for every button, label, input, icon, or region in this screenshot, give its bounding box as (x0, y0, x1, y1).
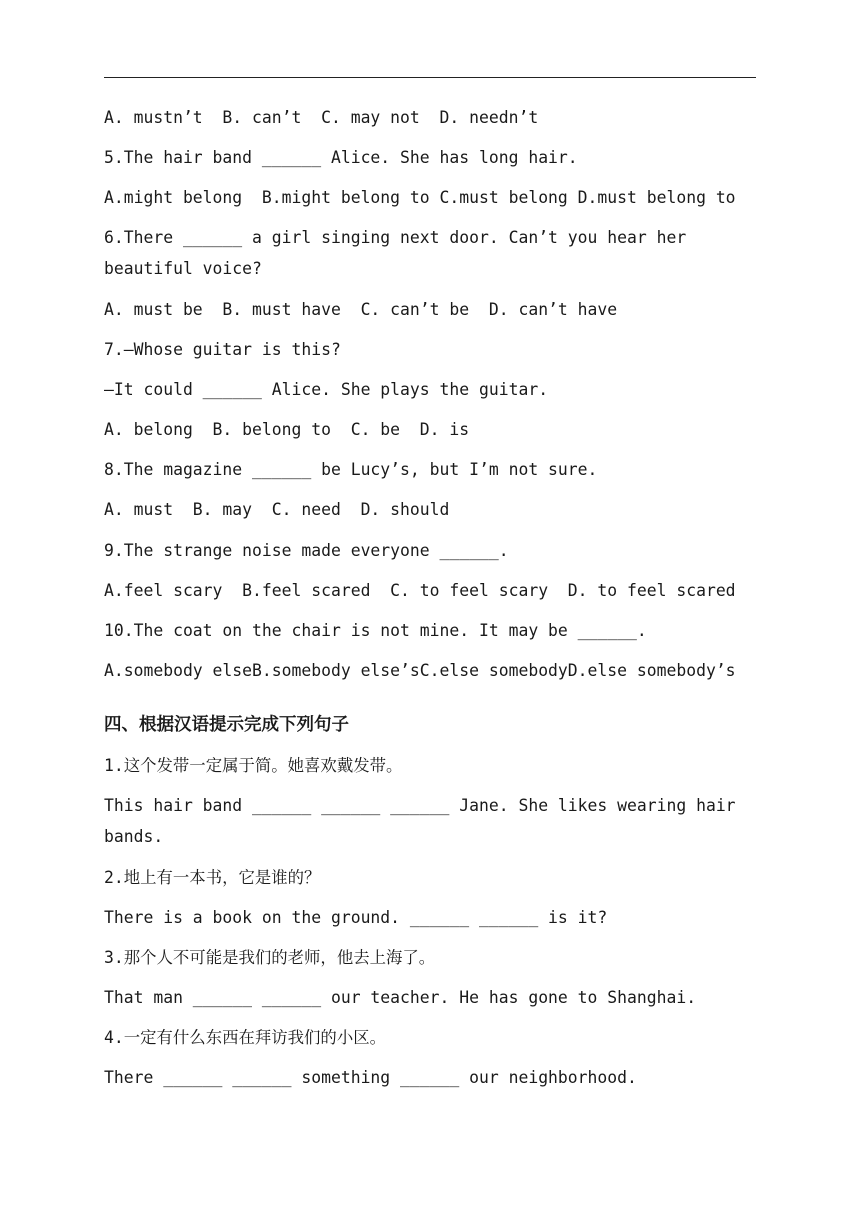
header-rule (104, 77, 756, 78)
q10-options: A.somebody elseB.somebody else’sC.else somebodyD.else somebody’s (104, 661, 736, 680)
q8-question: 8.The magazine ______ be Lucy’s, but I’m not sure. (104, 460, 598, 479)
s2-chinese: 2.地上有一本书，它是谁的？ (104, 868, 321, 887)
q7-options: A. belong B. belong to C. be D. is (104, 420, 470, 439)
q8-options: A. must B. may C. need D. should (104, 500, 450, 519)
q6-question-line2: beautiful voice? (104, 259, 262, 278)
s4-english: There ______ ______ something ______ our neighborhood. (104, 1068, 637, 1087)
q6-question-line1: 6.There ______ a girl singing next door. Can’t you hear her (104, 228, 687, 247)
q7-answer-line: —It could ______ Alice. She plays the guitar. (104, 380, 549, 399)
s3-english: That man ______ ______ our teacher. He has gone to Shanghai. (104, 988, 697, 1007)
s1-chinese: 1.这个发带一定属于简。她喜欢戴发带。 (104, 756, 403, 775)
s1-english-line2: bands. (104, 827, 164, 846)
q5-question: 5.The hair band ______ Alice. She has long hair. (104, 148, 578, 167)
q9-options: A.feel scary B.feel scared C. to feel scary D. to feel scared (104, 581, 736, 600)
q4-options: A. mustn’t B. can’t C. may not D. needn’t (104, 108, 539, 127)
section-heading: 四、根据汉语提示完成下列句子 (104, 715, 349, 735)
q7-question: 7.—Whose guitar is this? (104, 340, 341, 359)
q5-options: A.might belong B.might belong to C.must belong D.must belong to (104, 188, 736, 207)
s4-chinese: 4.一定有什么东西在拜访我们的小区。 (104, 1028, 386, 1047)
s1-english-line1: This hair band ______ ______ ______ Jane. She likes wearing hair (104, 796, 736, 815)
q6-options: A. must be B. must have C. can’t be D. can’t have (104, 300, 618, 319)
q9-question: 9.The strange noise made everyone ______. (104, 541, 509, 560)
q10-question: 10.The coat on the chair is not mine. It may be ______. (104, 621, 647, 640)
s2-english: There is a book on the ground. ______ ______ is it? (104, 908, 608, 927)
s3-chinese: 3.那个人不可能是我们的老师，他去上海了。 (104, 948, 436, 967)
